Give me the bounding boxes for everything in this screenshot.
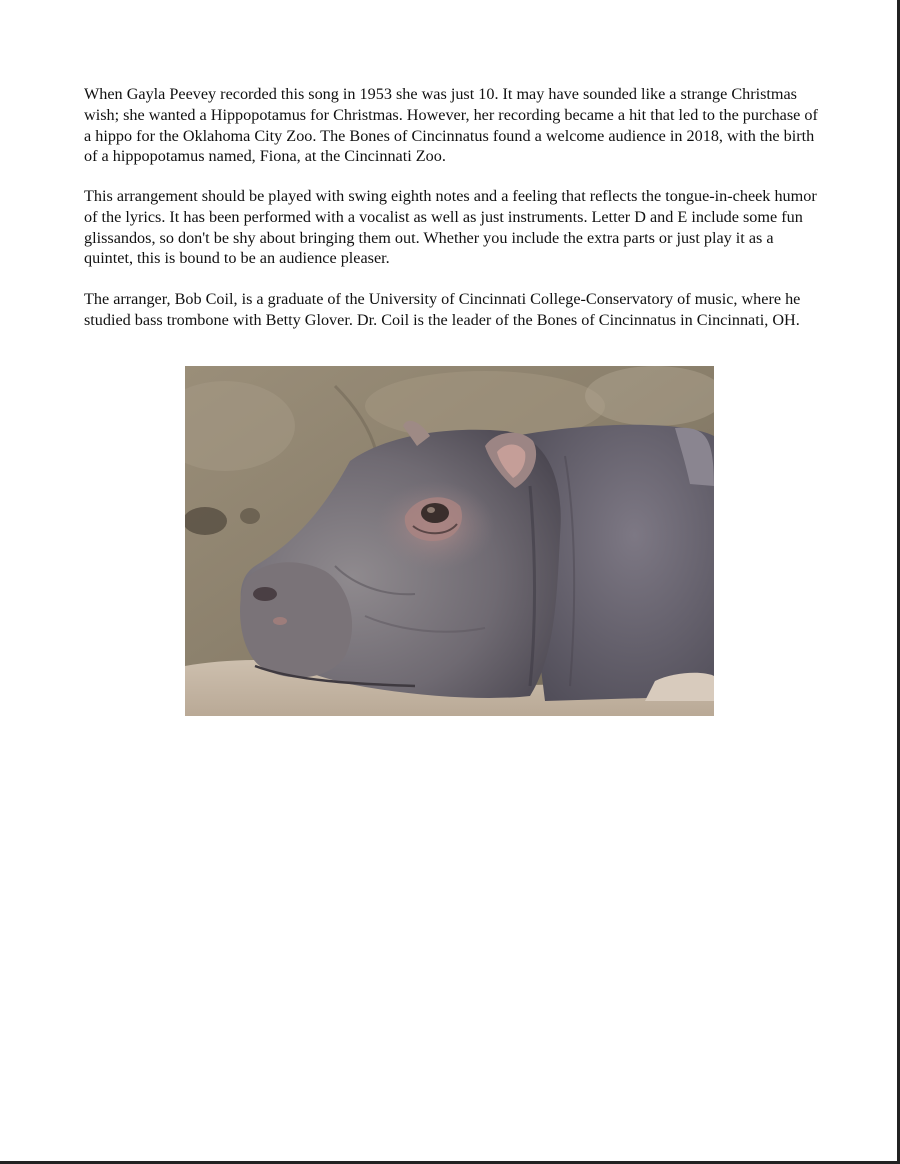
paragraph-song-history: When Gayla Peevey recorded this song in 1953 she was just 10. It may have sounded like a strange Christmas wish; she wanted a Hippopotamus for Christmas. However, her recording became a hit that led to the purchase of a hippo for the Oklahoma City Zoo. The Bones of Cincinnatus found a welcome audience in 2018, with the birth of a hippopotamus named, Fiona, at the Cincinnati Zoo. [84, 85, 818, 166]
paragraph-arranger-bio: The arranger, Bob Coil, is a graduate of the University of Cincinnati College-Conservatory of music, where he studied bass trombone with Betty Glover. Dr. Coil is the leader of the Bones of Cincinnatus in Cincinnati, OH. [84, 290, 801, 329]
hippo-photo [185, 366, 714, 716]
paragraph-performance-notes: This arrangement should be played with swing eighth notes and a feeling that reflects the tongue-in-cheek humor of the lyrics. It has been performed with a vocalist as well as just instruments. Letter D and E include some fun glissandos, so don't be shy about bringing them out. Whether you include the extra parts or just play it as a quintet, this is bound to be an audience pleaser. [84, 187, 817, 268]
